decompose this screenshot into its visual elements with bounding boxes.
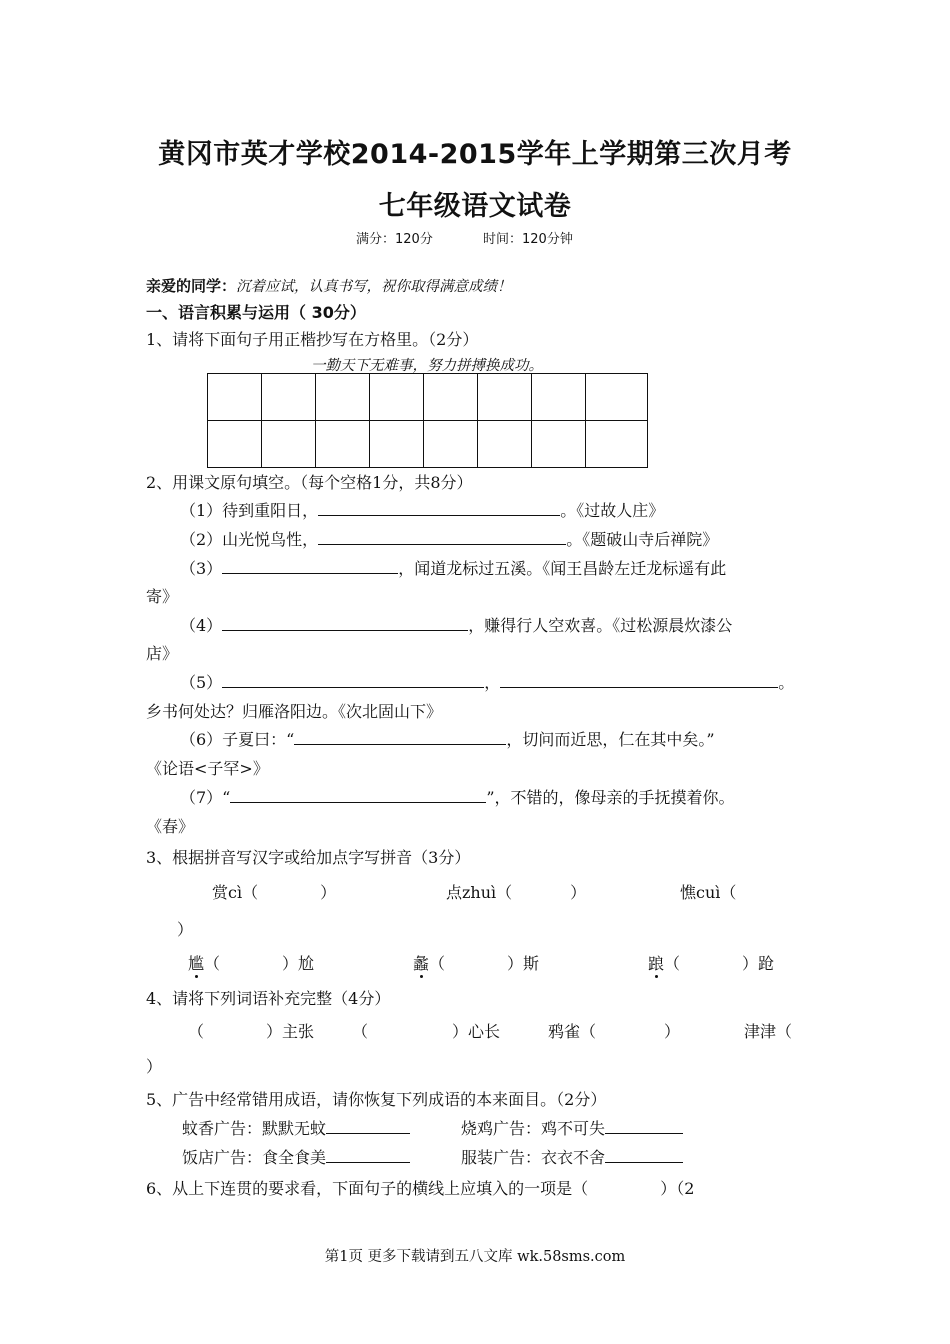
section-heading: 一、语言积累与运用（ 30分） <box>146 303 366 322</box>
answer-blank[interactable] <box>605 1148 683 1163</box>
q2-item-1-text: （1）待到重阳日， <box>180 501 319 520</box>
time-info: 时间：120分钟 <box>483 232 573 247</box>
q4-word-1-text: ）主张 <box>266 1022 315 1041</box>
q2-item-5 <box>180 672 794 694</box>
q2-item-4 <box>180 615 732 637</box>
q3-pinyin-2 <box>446 882 586 904</box>
q2-item-3 <box>180 558 726 580</box>
q5-ad-1-text: 蚊香广告：默默无蚊 <box>182 1119 327 1138</box>
q3-char-1-open: （ <box>204 954 221 973</box>
q2-item-2 <box>180 529 718 551</box>
answer-blank[interactable] <box>222 673 484 688</box>
q5-ad-3-text: 饭店广告：食全食美 <box>182 1148 327 1167</box>
q5-ad-3 <box>182 1147 410 1169</box>
q2-item-6-rest: ，切问而近思，仁在其中矣。” <box>506 730 715 749</box>
q5-ad-2 <box>461 1118 683 1140</box>
answer-blank[interactable] <box>326 1119 410 1134</box>
answer-blank[interactable] <box>500 673 778 688</box>
grid-cell[interactable] <box>316 421 370 468</box>
grid-cell[interactable] <box>532 374 586 421</box>
grid-cell[interactable] <box>586 421 648 468</box>
grid-cell[interactable] <box>586 374 648 421</box>
q2-item-2-text: （2）山光悦鸟性， <box>180 530 319 549</box>
exam-title-line1: 黄冈市英才学校2014-2015学年上学期第三次月考 <box>158 139 792 170</box>
q3-char-3 <box>648 953 774 975</box>
q3-char-2-close: ）斯 <box>507 954 540 973</box>
q2-item-5-comma: ， <box>484 673 501 692</box>
answer-blank[interactable] <box>318 501 560 516</box>
q2-item-5-end: 。 <box>778 673 795 692</box>
q1-sentence: 一勤天下无难事，努力拼搏换成功。 <box>311 358 543 374</box>
q4-word-3 <box>548 1021 680 1043</box>
q5-ad-1 <box>182 1118 410 1140</box>
q2-item-4-num: （4） <box>180 616 223 635</box>
answer-blank[interactable] <box>294 730 506 745</box>
q4-word-2-open: （ <box>352 1022 369 1041</box>
q2-item-3-num: （3） <box>180 559 223 578</box>
q3-pinyin-1 <box>212 882 336 904</box>
grid-cell[interactable] <box>424 421 478 468</box>
q3-pinyin-3-text: 憔cuì（ <box>680 883 737 902</box>
q3-pinyin-3 <box>680 882 736 904</box>
q2-item-7-text: （7）“ <box>180 788 231 807</box>
exam-title-line2: 七年级语文试卷 <box>378 191 572 222</box>
q4-word-1 <box>188 1021 314 1043</box>
q5-ad-4 <box>461 1147 683 1169</box>
q2-item-6-wrap: 《论语<子罕>》 <box>146 759 269 778</box>
answer-blank[interactable] <box>318 530 566 545</box>
grid-cell[interactable] <box>262 421 316 468</box>
q4-word-4-text: 津津（ <box>744 1022 793 1041</box>
grid-cell[interactable] <box>370 421 424 468</box>
q1-prompt: 1、请将下面句子用正楷抄写在方格里。（2分） <box>146 330 479 349</box>
grid-cell[interactable] <box>478 374 532 421</box>
q3-pinyin-2-close: ） <box>570 883 587 902</box>
q5-prompt: 5、广告中经常错用成语，请你恢复下列成语的本来面目。（2分） <box>146 1090 607 1109</box>
q6-prompt <box>146 1178 694 1200</box>
q3-char-3-close: ）跄 <box>742 954 775 973</box>
q2-item-3-wrap: 寄》 <box>146 587 179 606</box>
q3-char-2-open: （ <box>429 954 446 973</box>
q2-item-6 <box>180 729 715 751</box>
grid-cell[interactable] <box>262 374 316 421</box>
q2-item-1-source: 。《过故人庄》 <box>560 501 665 520</box>
q2-item-4-text: ，赚得行人空欢喜。《过松源晨炊漆公 <box>468 616 733 635</box>
q4-word-2-text: ）心长 <box>452 1022 501 1041</box>
q4-word-2 <box>352 1021 500 1043</box>
q6-prompt-text: 6、从上下连贯的要求看，下面句子的横线上应填入的一项是（ <box>146 1179 589 1198</box>
answer-blank[interactable] <box>222 559 398 574</box>
score-info: 满分：120分 <box>356 232 433 247</box>
grid-cell[interactable] <box>370 374 424 421</box>
q5-ad-2-text: 烧鸡广告：鸡不可失 <box>461 1119 606 1138</box>
page-footer: 第1页 更多下载请到五八文库 wk.58sms.com <box>324 1249 626 1265</box>
grid-cell[interactable] <box>208 421 262 468</box>
q2-item-6-text: （6）子夏曰：“ <box>180 730 295 749</box>
q2-item-7-rest: ”，不错的，像母亲的手抚摸着你。 <box>486 788 735 807</box>
q3-pinyin-1-close: ） <box>320 883 337 902</box>
q4-word-4 <box>744 1021 792 1043</box>
q3-char-1 <box>188 953 314 975</box>
answer-blank[interactable] <box>605 1119 683 1134</box>
q3-char-3-dotted: 踉 <box>648 954 665 973</box>
q3-pinyin-1-text: 赏cì（ <box>212 883 259 902</box>
q2-item-5-wrap: 乡书何处达？归雁洛阳边。《次北固山下》 <box>146 702 443 721</box>
greeting-text: 沉着应试，认真书写，祝你取得满意成绩！ <box>236 279 512 295</box>
answer-blank[interactable] <box>326 1148 410 1163</box>
grid-cell[interactable] <box>316 374 370 421</box>
q2-prompt: 2、用课文原句填空。（每个空格1分，共8分） <box>146 473 473 492</box>
q3-char-1-close: ）尬 <box>282 954 315 973</box>
q4-prompt: 4、请将下列词语补充完整（4分） <box>146 989 391 1008</box>
grid-cell[interactable] <box>478 421 532 468</box>
q2-item-2-source: 。《题破山寺后禅院》 <box>566 530 719 549</box>
q4-word-4-close: ） <box>146 1057 163 1076</box>
grid-cell[interactable] <box>532 421 586 468</box>
q2-item-1 <box>180 500 664 522</box>
grid-cell[interactable] <box>424 374 478 421</box>
q2-item-5-num: （5） <box>180 673 223 692</box>
q3-char-2 <box>413 953 539 975</box>
answer-blank[interactable] <box>222 616 468 631</box>
q2-item-3-text: ，闻道龙标过五溪。《闻王昌龄左迁龙标遥有此 <box>398 559 727 578</box>
greeting-label: 亲爱的同学： <box>146 277 237 295</box>
q3-char-3-open: （ <box>664 954 681 973</box>
q5-ad-4-text: 服装广告：衣衣不舍 <box>461 1148 606 1167</box>
q2-item-4-wrap: 店》 <box>146 644 179 663</box>
grid-cell[interactable] <box>208 374 262 421</box>
q4-word-3-text: 鸦雀（ <box>548 1022 597 1041</box>
q4-word-3-close: ） <box>664 1022 681 1041</box>
greeting <box>146 275 512 298</box>
q3-prompt: 3、根据拼音写汉字或给加点字写拼音（3分） <box>146 848 471 867</box>
q4-word-1-open: （ <box>188 1022 205 1041</box>
q3-char-2-dotted: 蠡 <box>413 954 430 973</box>
q2-item-7 <box>180 787 735 809</box>
answer-blank[interactable] <box>230 788 486 803</box>
q3-pinyin-2-text: 点zhuì（ <box>446 883 513 902</box>
q3-pinyin-3-close: ） <box>177 920 194 939</box>
writing-grid <box>207 373 648 468</box>
q6-prompt-end: ）（2 <box>660 1179 695 1198</box>
q2-item-7-wrap: 《春》 <box>146 817 195 836</box>
q3-char-1-dotted: 尴 <box>188 954 205 973</box>
